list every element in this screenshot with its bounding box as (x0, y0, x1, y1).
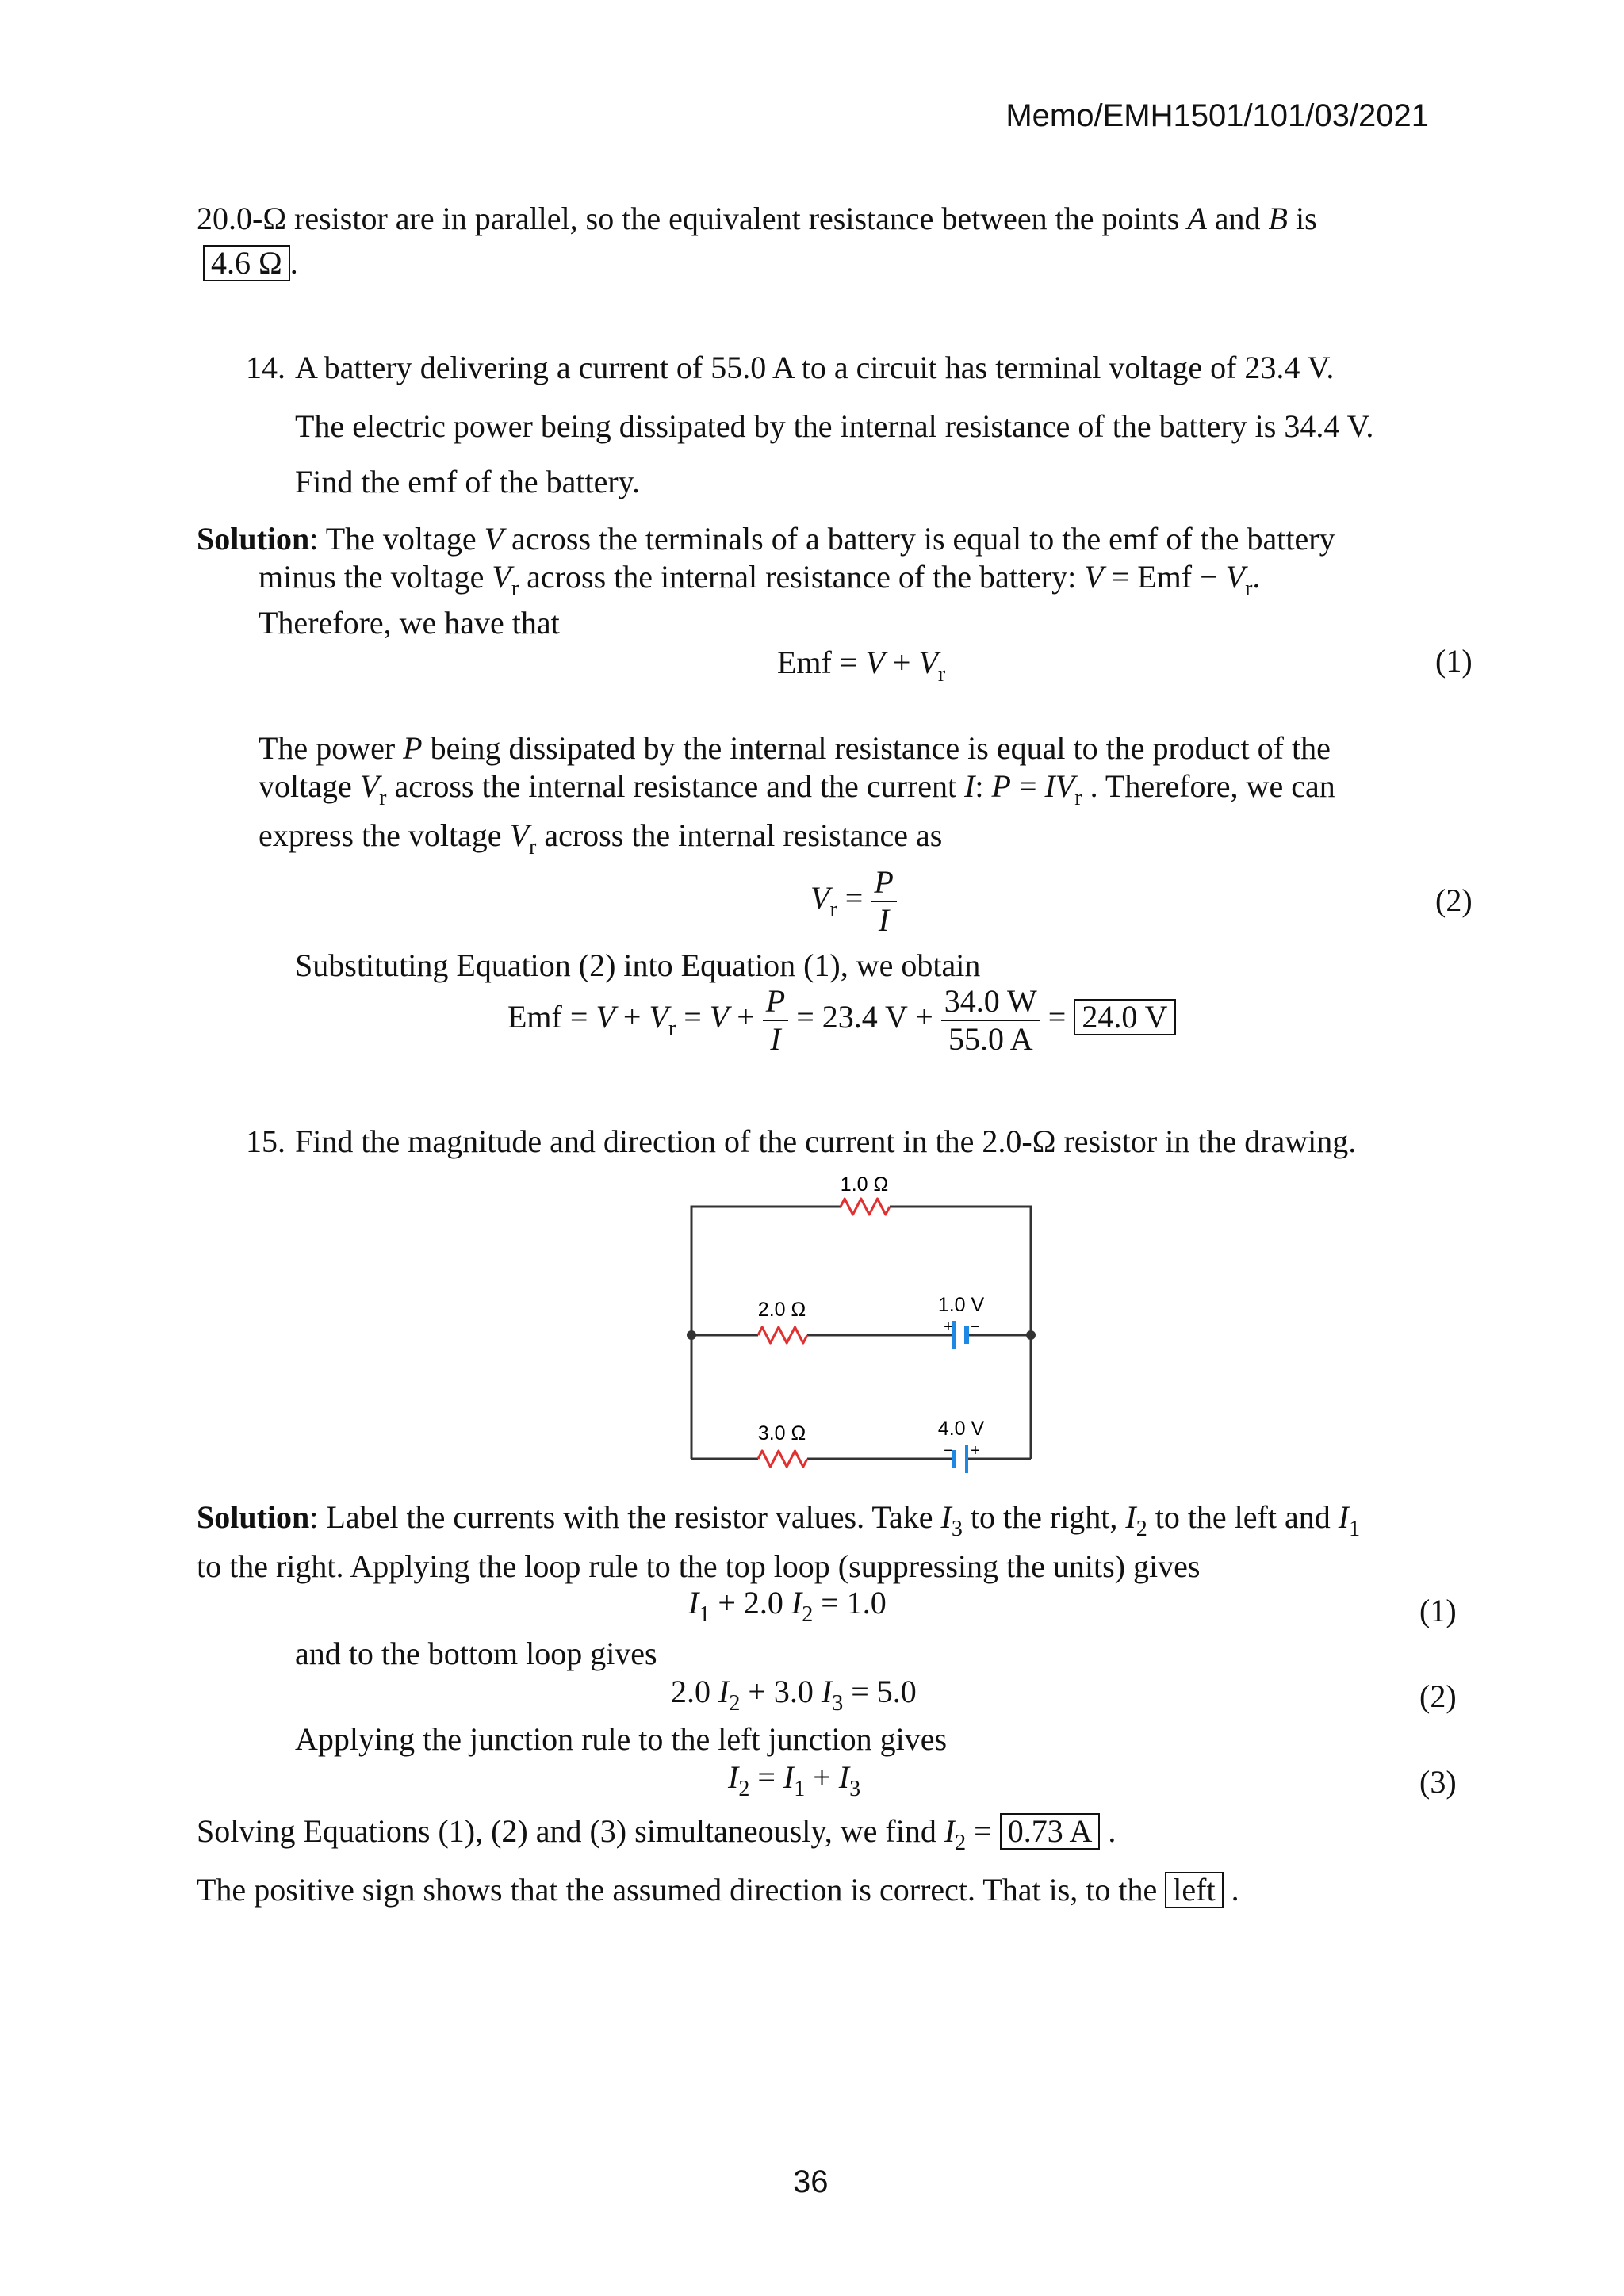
q15-direction-line: The positive sign shows that the assumed direction is correct. That is, to the left . (197, 1872, 1239, 1908)
q15-equation-3-number: (3) (1419, 1764, 1457, 1800)
fraction: $\frac{P}{I}$ (763, 983, 788, 1058)
resistor-mid (758, 1327, 807, 1343)
q15-equation-1-number: (1) (1419, 1593, 1457, 1628)
q14-solution-line3: Therefore, we have that (259, 605, 560, 641)
q14-equation-1-number: (1) (1435, 643, 1473, 679)
b-mid-label: 1.0 V (937, 1294, 985, 1316)
circuit-diagram (682, 1167, 1047, 1473)
q15-solve-line: Solving Equations (1), (2) and (3) simultaneously, we find $I_2 = 0.73$ A . (197, 1813, 1116, 1855)
page-number: 36 (793, 2164, 829, 2199)
q14-power-line1: The power P being dissipated by the internal resistance is equal to the product of the (259, 730, 1331, 766)
q14-power-line3: express the voltage $V_r$ across the internal resistance as (259, 817, 943, 859)
q14-equation-3: Emf = $V + V_r = V$ + $\frac{P}{I}$ = 23.4 V + $\frac{34.0 W}{55.0 A}$ = 24.0 V (508, 983, 1176, 1058)
r-bot-label: 3.0 Ω (757, 1422, 806, 1445)
answer-box: 24.0 V (1074, 999, 1175, 1035)
q15-junction-text: Applying the junction rule to the left junction gives (295, 1721, 948, 1757)
r-mid-label: 2.0 Ω (757, 1299, 806, 1321)
prev-answer-text: 20.0-Ω resistor are in parallel, so the equivalent resistance between the points A and B is (197, 201, 1317, 236)
junction-left (687, 1330, 696, 1340)
answer-box: 4.6 Ω (203, 245, 290, 281)
q14-equation-2-number: (2) (1435, 882, 1473, 918)
b-mid-minus: − (971, 1318, 980, 1336)
q15-solution-line2: to the right. Applying the loop rule to the top loop (suppressing the units) gives (197, 1548, 1201, 1584)
answer-box: 0.73 A (1000, 1813, 1101, 1850)
q15-equation-2-number: (2) (1419, 1678, 1457, 1714)
b-bot-minus: − (944, 1442, 953, 1460)
q14-solution-line2: minus the voltage $V_r$ across the internal resistance of the battery: V = Emf − $V_r$. (259, 559, 1261, 601)
q15-bottom-loop-text: and to the bottom loop gives (295, 1636, 657, 1671)
junction-right (1026, 1330, 1036, 1340)
q14-substitution-text: Substituting Equation (2) into Equation (1), we obtain (295, 947, 981, 983)
fraction: $\frac{34.0 W}{55.0 A}$ (941, 983, 1040, 1058)
q15-equation-3: $I_2 = I_1 + I_3$ (728, 1759, 861, 1801)
b-bot-plus: + (971, 1442, 980, 1460)
answer-box: left (1165, 1872, 1223, 1908)
memo-reference: Memo/EMH1501/101/03/2021 (1005, 98, 1429, 133)
resistor-top (841, 1199, 890, 1215)
q15-number: 15. (246, 1123, 285, 1159)
b-bot-label: 4.0 V (937, 1418, 985, 1440)
q14-line1: A battery delivering a current of 55.0 A to a circuit has terminal voltage of 23.4 V. (295, 350, 1335, 385)
prev-answer-box-line: 4.6 Ω . (203, 244, 298, 282)
r-top-label: 1.0 Ω (840, 1173, 889, 1196)
q15-equation-1: $I_1 + 2.0$ $I_2 = 1.0$ (688, 1585, 887, 1627)
q14-equation-2: $V_r$ = $\frac{P}{I}$ (810, 864, 897, 939)
b-mid-plus: + (944, 1318, 953, 1336)
q14-solution-line1: Solution: The voltage V across the terminals of a battery is equal to the emf of the battery (197, 521, 1335, 557)
q14-number: 14. (246, 350, 285, 385)
q15-equation-2: 2.0 $I_2 + 3.0$ $I_3 = 5.0$ (671, 1674, 917, 1716)
fraction: $\frac{P}{I}$ (871, 864, 896, 939)
q14-line2: The electric power being dissipated by the internal resistance of the battery is 34.4 V. (295, 408, 1374, 444)
q15-solution-line1: Solution: Label the currents with the resistor values. Take $I_3$ to the right, $I_2$ to the left and $I_1$ (197, 1499, 1361, 1541)
q14-equation-1: Emf = $V + V_r$ (777, 645, 946, 687)
q14-power-line2: voltage $V_r$ across the internal resistance and the current I: $P = IV_r$ . Therefore, we can (259, 768, 1335, 810)
q14-line3: Find the emf of the battery. (295, 464, 641, 499)
resistor-bot (758, 1451, 807, 1467)
q15-question: Find the magnitude and direction of the current in the 2.0-Ω resistor in the drawing. (295, 1123, 1357, 1159)
